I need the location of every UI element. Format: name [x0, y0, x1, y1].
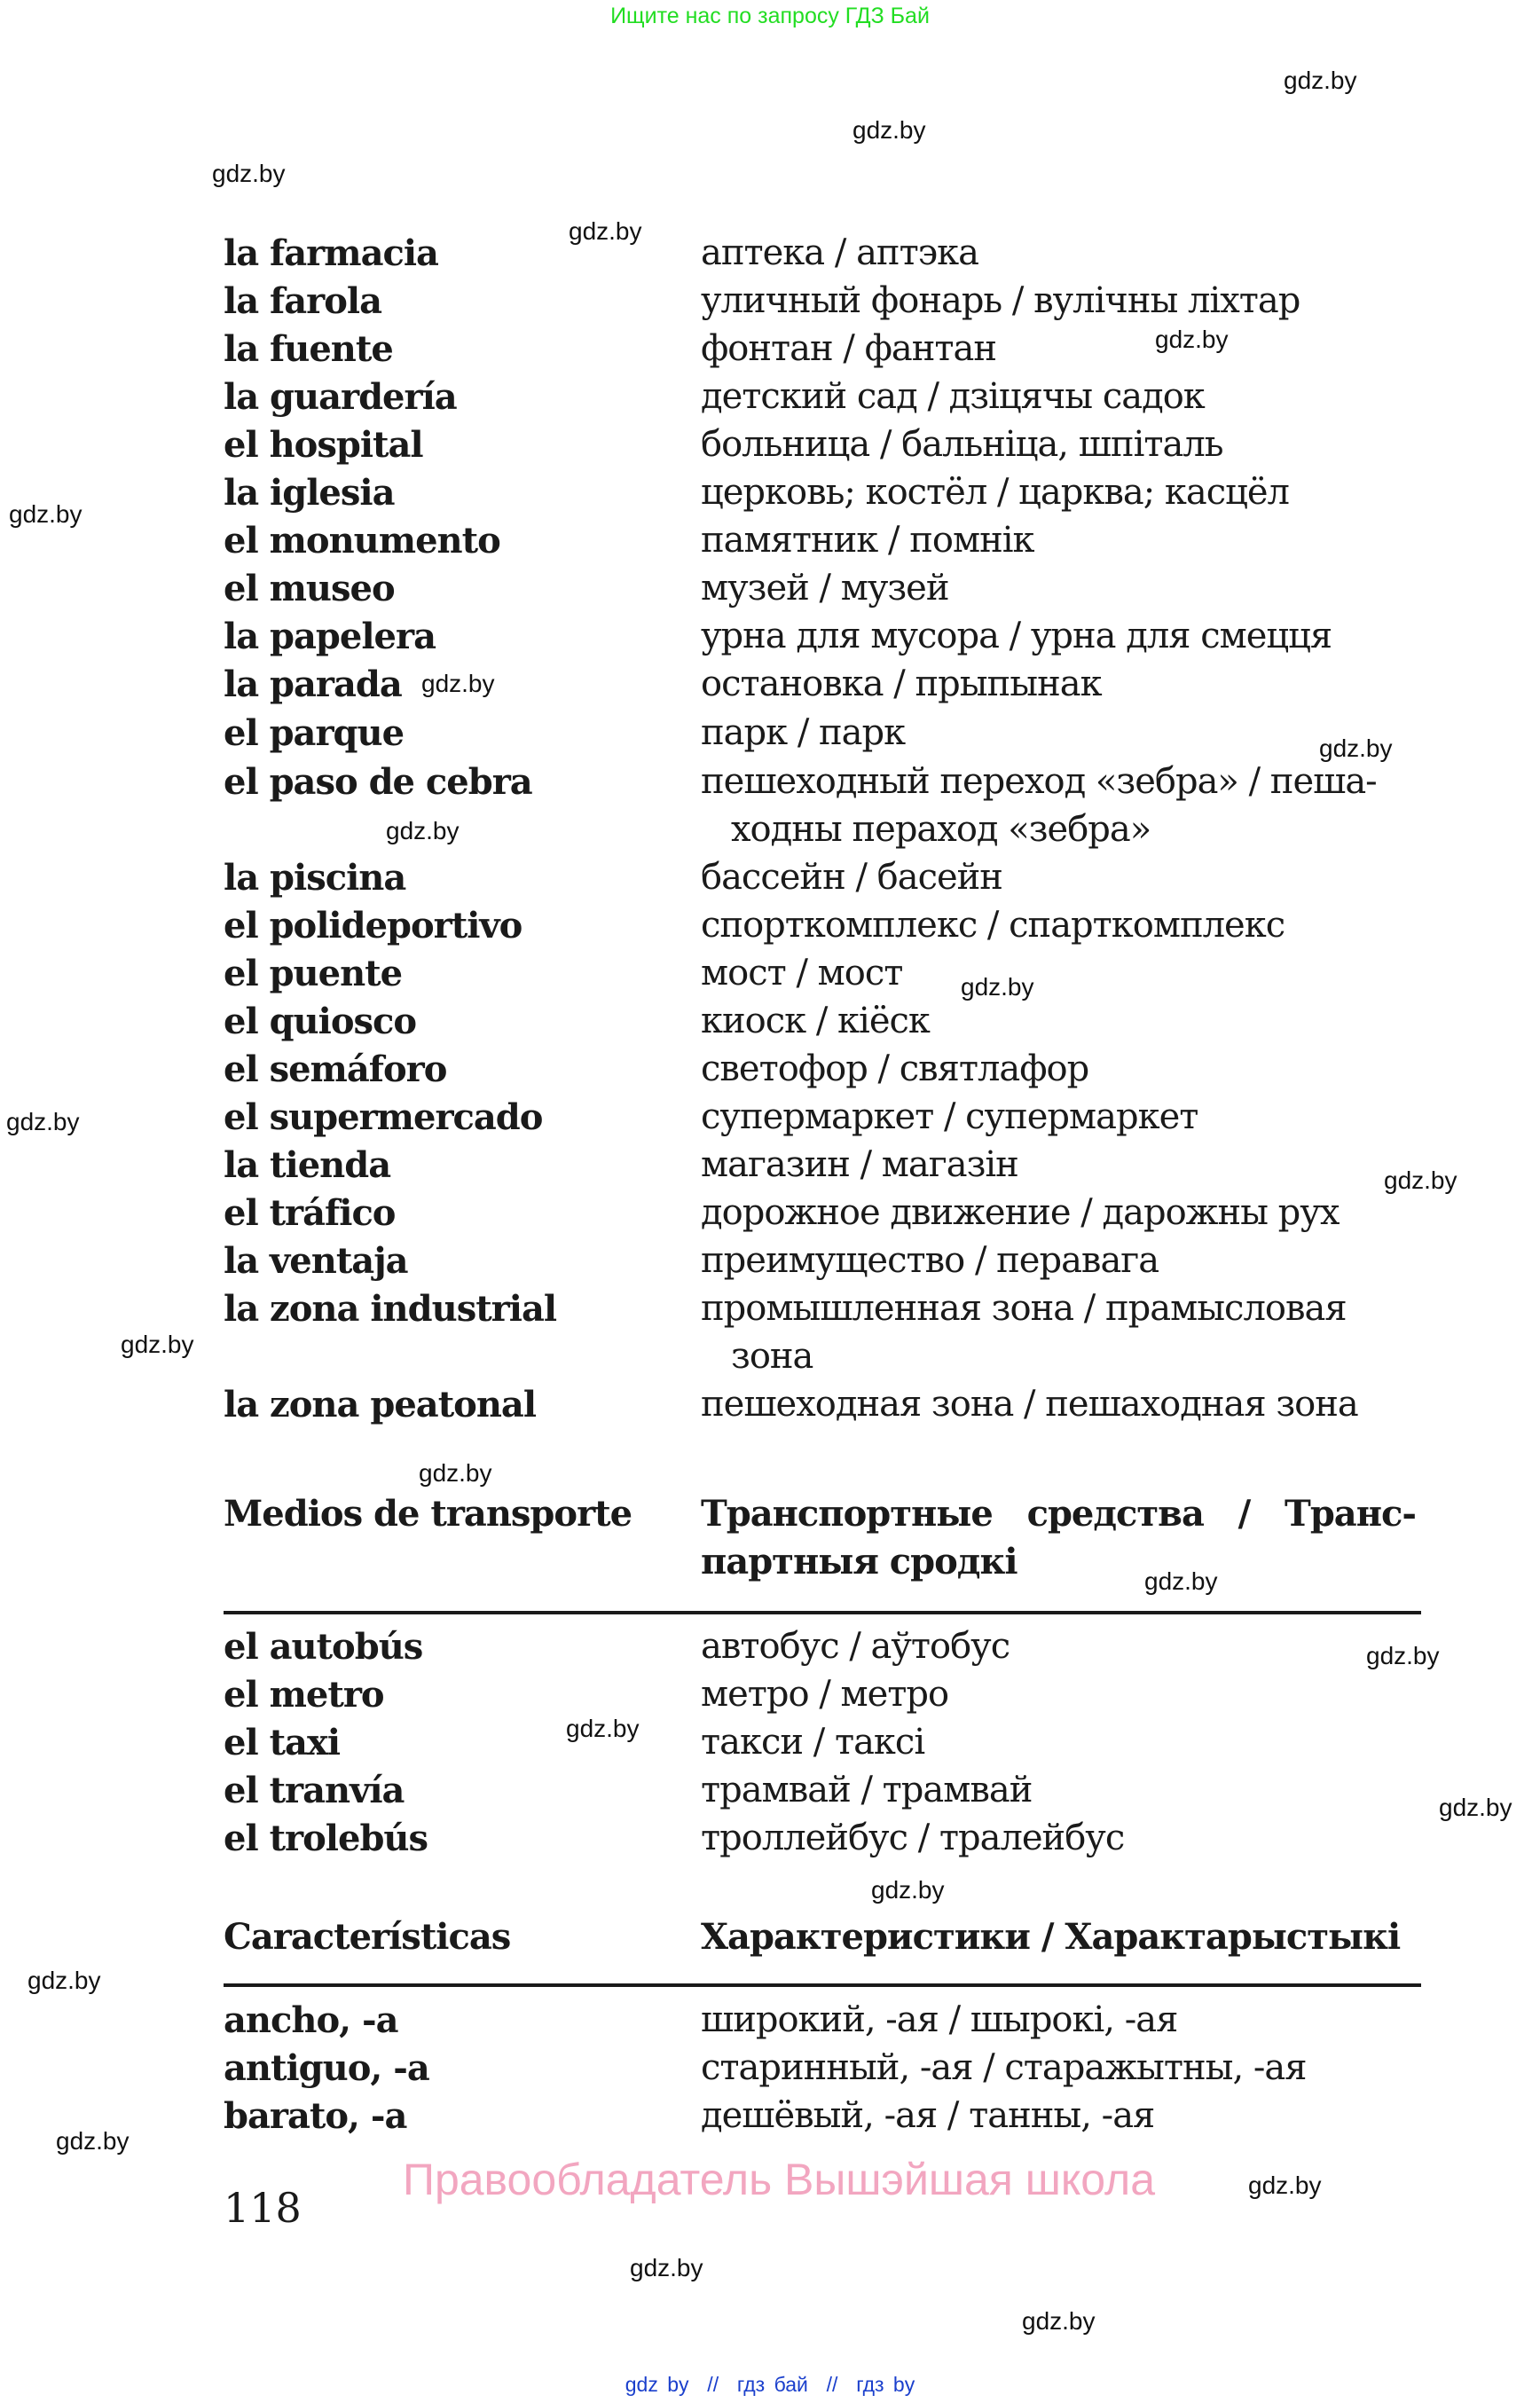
watermark: gdz.by	[569, 217, 642, 245]
spanish-term: la guardería	[224, 376, 457, 418]
heading-translation: Характеристики / Характарыстыкі	[701, 1916, 1401, 1958]
translation: пешеходная зона / пешаходная зона	[701, 1384, 1358, 1425]
watermark: gdz.by	[1384, 1166, 1458, 1194]
vocab-row	[224, 520, 1421, 568]
translation: детский сад / дзіцячы садок	[701, 376, 1205, 417]
vocab-row	[224, 761, 1421, 809]
spanish-term: la farmacia	[224, 232, 438, 274]
watermark: gdz.by	[961, 973, 1034, 1001]
watermark: gdz.by	[28, 1967, 101, 1994]
copyright-notice: Правообладатель Вышэйшая школа	[403, 2155, 1155, 2204]
spanish-term: el quiosco	[224, 1001, 417, 1042]
watermark: gdz.by	[6, 1108, 80, 1135]
translation: уличный фонарь / вулічны ліхтар	[701, 280, 1300, 321]
spanish-term: la parada	[224, 664, 402, 705]
spanish-term: la piscina	[224, 857, 406, 899]
translation: троллейбус / тралейбус	[701, 1818, 1125, 1858]
translation: больница / бальніца, шпіталь	[701, 424, 1223, 465]
translation: трамвай / трамвай	[701, 1770, 1033, 1810]
translation: старинный, -ая / старажытны, -ая	[701, 2047, 1307, 2088]
watermark: gdz.by	[386, 817, 460, 844]
vocab-row	[224, 424, 1421, 472]
translation: промышленная зона / прамысловая	[701, 1288, 1347, 1329]
vocab-row	[224, 905, 1421, 953]
vocab-row	[224, 1192, 1421, 1240]
watermark: gdz.by	[871, 1876, 945, 1904]
spanish-term: el metro	[224, 1674, 384, 1716]
footer-banner: gdz by // гдз бай // гдз by	[625, 2373, 915, 2396]
vocab-row	[224, 2095, 1421, 2143]
watermark: gdz.by	[1366, 1642, 1440, 1669]
spanish-term: el taxi	[224, 1722, 341, 1763]
section-divider	[224, 1983, 1421, 1987]
translation: спорткомплекс / спарткомплекс	[701, 905, 1285, 946]
vocab-row	[224, 1770, 1421, 1818]
translation-continuation: зона	[731, 1336, 813, 1377]
translation: магазин / магазін	[701, 1144, 1018, 1185]
vocab-row	[224, 1818, 1421, 1865]
translation: дорожное движение / дарожны рух	[701, 1192, 1340, 1233]
vocab-row	[224, 2047, 1421, 2095]
watermark: gdz.by	[1319, 734, 1393, 762]
watermark: gdz.by	[419, 1459, 492, 1487]
translation: такси / таксі	[701, 1722, 925, 1763]
section-heading-characteristics	[224, 1916, 1421, 1964]
translation: метро / метро	[701, 1674, 949, 1715]
vocab-row	[224, 1999, 1421, 2047]
spanish-term: el semáforo	[224, 1048, 447, 1090]
vocab-row	[224, 1240, 1421, 1288]
spanish-term: ancho, -a	[224, 1999, 398, 2041]
spanish-term: el paso de cebra	[224, 761, 532, 803]
spanish-term: la farola	[224, 280, 382, 322]
watermark: gdz.by	[56, 2127, 130, 2155]
heading-translation-continuation: партныя сродкі	[701, 1541, 1018, 1582]
section-heading-transport	[224, 1493, 1421, 1541]
watermark: gdz.by	[1022, 2307, 1096, 2335]
vocab-row	[224, 1626, 1421, 1674]
translation: киоск / кіёск	[701, 1001, 930, 1041]
watermark: gdz.by	[1439, 1794, 1512, 1821]
spanish-term: el puente	[224, 953, 403, 994]
vocab-row	[224, 616, 1421, 664]
top-banner: Ищите нас по запросу ГДЗ Бай	[610, 4, 930, 28]
spanish-term: el autobús	[224, 1626, 423, 1668]
vocab-row	[224, 376, 1421, 424]
heading-spanish: Características	[224, 1916, 511, 1958]
vocab-row	[224, 280, 1421, 328]
watermark: gdz.by	[9, 500, 82, 528]
vocab-row	[224, 1674, 1421, 1722]
spanish-term: el hospital	[224, 424, 423, 466]
vocab-row	[224, 857, 1421, 905]
watermark: gdz.by	[1144, 1567, 1218, 1595]
spanish-term: la iglesia	[224, 472, 395, 514]
vocab-row	[224, 1288, 1421, 1336]
spanish-term: la ventaja	[224, 1240, 408, 1282]
section-heading-continuation	[224, 1541, 1421, 1589]
translation: церковь; костёл / царква; касцёл	[701, 472, 1289, 513]
spanish-term: el tranvía	[224, 1770, 405, 1811]
vocab-row-continuation	[224, 1336, 1421, 1384]
watermark: gdz.by	[1155, 326, 1229, 353]
watermark: gdz.by	[630, 2254, 703, 2281]
vocab-row	[224, 664, 1421, 711]
spanish-term: el trolebús	[224, 1818, 428, 1859]
page-number: 118	[224, 2184, 302, 2232]
watermark: gdz.by	[566, 1715, 640, 1742]
translation: урна для мусора / урна для смецця	[701, 616, 1332, 656]
spanish-term: el tráfico	[224, 1192, 396, 1234]
translation-continuation: ходны пераход «зебра»	[731, 809, 1151, 850]
spanish-term: la zona industrial	[224, 1288, 557, 1330]
vocab-row	[224, 472, 1421, 520]
vocab-row	[224, 232, 1421, 280]
translation: парк / парк	[701, 712, 906, 753]
heading-spanish: Medios de transporte	[224, 1493, 632, 1535]
spanish-term: el supermercado	[224, 1096, 543, 1138]
vocab-row	[224, 328, 1421, 376]
translation: фонтан / фантан	[701, 328, 997, 369]
translation: дешёвый, -ая / танны, -ая	[701, 2095, 1155, 2136]
vocab-row	[224, 1722, 1421, 1770]
translation: пешеходный переход «зебра» / пеша-	[701, 761, 1377, 802]
vocab-row	[224, 1001, 1421, 1048]
translation: мост / мост	[701, 953, 903, 993]
watermark: gdz.by	[421, 670, 495, 697]
spanish-term: la zona peatonal	[224, 1384, 537, 1425]
spanish-term: la papelera	[224, 616, 436, 657]
section-divider	[224, 1611, 1421, 1614]
translation: памятник / помнік	[701, 520, 1034, 561]
spanish-term: el museo	[224, 568, 395, 609]
spanish-term: barato, -a	[224, 2095, 407, 2137]
vocab-row	[224, 953, 1421, 1001]
spanish-term: la tienda	[224, 1144, 391, 1186]
translation: широкий, -ая / шырокі, -ая	[701, 1999, 1178, 2040]
watermark: gdz.by	[852, 116, 926, 144]
vocab-row	[224, 712, 1421, 760]
translation: светофор / святлафор	[701, 1048, 1089, 1089]
vocab-row	[224, 1048, 1421, 1096]
spanish-term: el monumento	[224, 520, 500, 561]
vocab-row	[224, 1144, 1421, 1192]
watermark: gdz.by	[1248, 2171, 1322, 2199]
spanish-term: el parque	[224, 712, 405, 754]
translation: автобус / аўтобус	[701, 1626, 1010, 1667]
vocab-row	[224, 568, 1421, 616]
heading-translation: Транспортные средства / Транс-	[701, 1493, 1416, 1535]
spanish-term: la fuente	[224, 328, 393, 370]
translation: музей / музей	[701, 568, 949, 609]
translation: аптека / аптэка	[701, 232, 978, 273]
vocab-row	[224, 1096, 1421, 1144]
vocab-row	[224, 1384, 1421, 1432]
translation: бассейн / басейн	[701, 857, 1002, 898]
watermark: gdz.by	[212, 160, 286, 187]
spanish-term: antiguo, -a	[224, 2047, 429, 2089]
watermark: gdz.by	[121, 1331, 194, 1358]
translation: остановка / прыпынак	[701, 664, 1102, 704]
translation: супермаркет / супермаркет	[701, 1096, 1198, 1137]
spanish-term: el polideportivo	[224, 905, 522, 946]
translation: преимущество / перавага	[701, 1240, 1159, 1281]
watermark: gdz.by	[1284, 67, 1357, 94]
